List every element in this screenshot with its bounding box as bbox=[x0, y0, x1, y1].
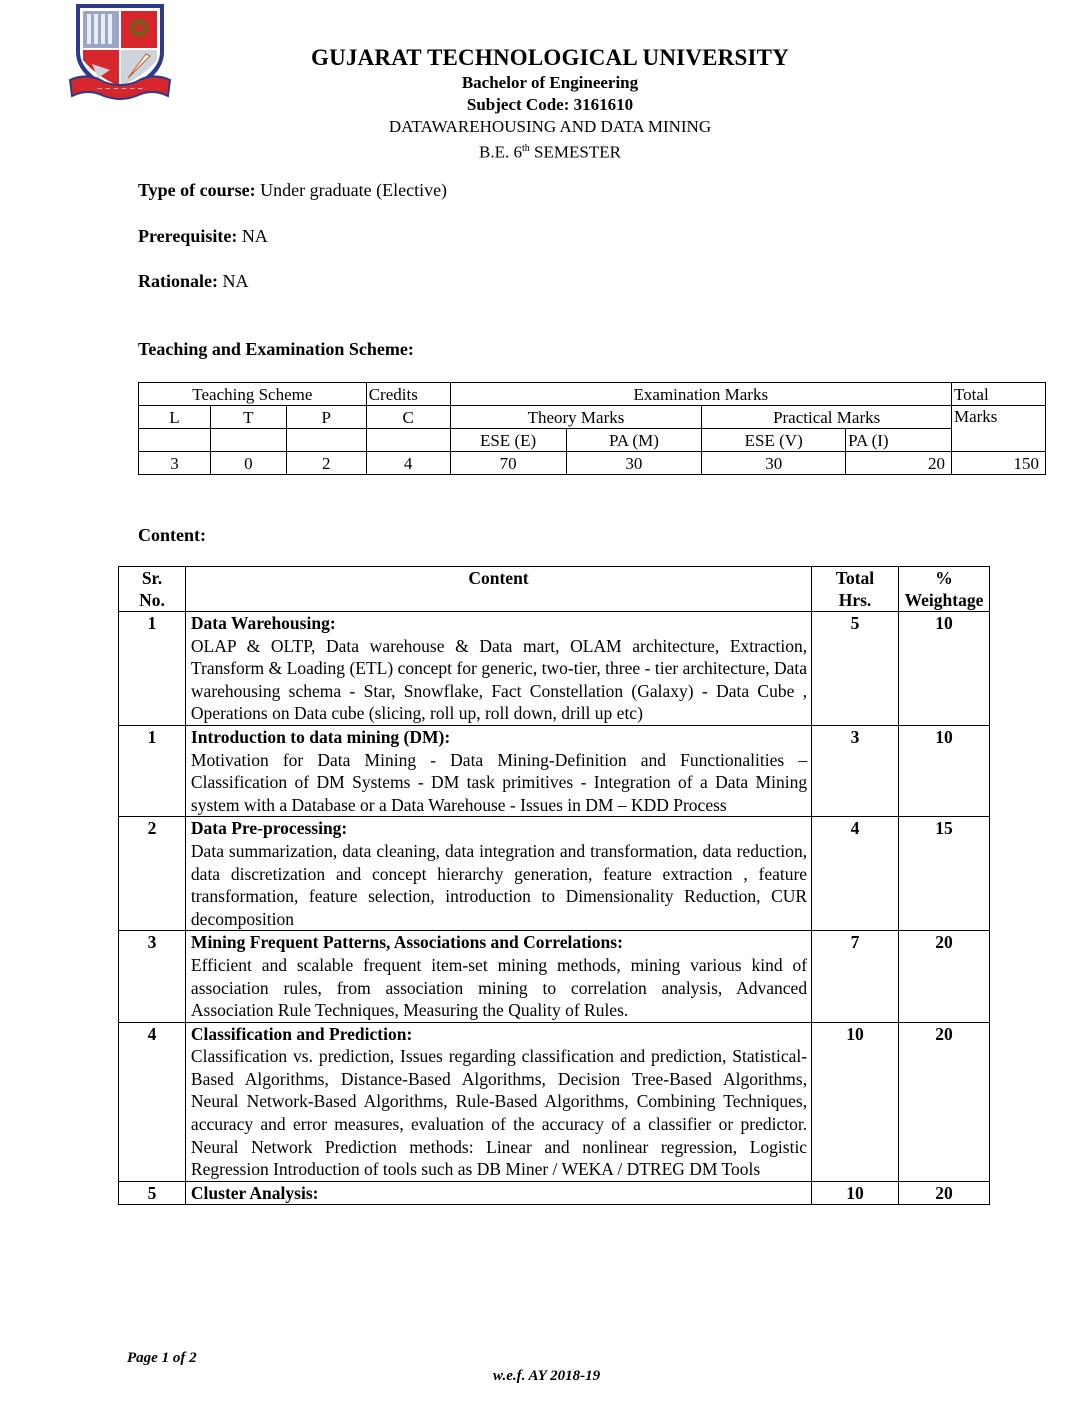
university-name: GUJARAT TECHNOLOGICAL UNIVERSITY bbox=[310, 45, 789, 70]
t-header: T bbox=[210, 406, 286, 429]
empty-cell bbox=[366, 429, 450, 452]
theory-marks-header: Theory Marks bbox=[450, 406, 702, 429]
weightage-header: % Weightage bbox=[898, 567, 989, 612]
c-value: 4 bbox=[366, 452, 450, 475]
empty-cell bbox=[286, 429, 366, 452]
page-number: Page 1 of 2 bbox=[127, 1350, 197, 1366]
pa-m-header: PA (M) bbox=[566, 429, 702, 452]
ese-e-value: 70 bbox=[450, 452, 566, 475]
total-value: 150 bbox=[951, 452, 1045, 475]
teaching-exam-scheme-table bbox=[138, 382, 1046, 475]
empty-cell bbox=[210, 429, 286, 452]
ese-v-value: 30 bbox=[702, 452, 846, 475]
c-header: C bbox=[366, 406, 450, 429]
pa-i-value: 20 bbox=[846, 452, 952, 475]
l-value: 3 bbox=[139, 452, 211, 475]
t-value: 0 bbox=[210, 452, 286, 475]
empty-cell bbox=[139, 429, 211, 452]
p-value: 2 bbox=[286, 452, 366, 475]
sr-no-header: Sr. No. bbox=[119, 567, 186, 612]
type-of-course: Type of course: Under graduate (Elective) bbox=[138, 180, 448, 200]
scheme-heading: Teaching and Examination Scheme: bbox=[138, 339, 414, 359]
content-table bbox=[118, 566, 990, 1205]
semester: B.E. 6th SEMESTER bbox=[479, 142, 621, 162]
prerequisite: Prerequisite: NA bbox=[138, 226, 268, 246]
table-row: 3 Mining Frequent Patterns, Associations and Correlations: Efficient and scalable frequent item-set mining methods, mining various kind of association rules, from association mining to correlation analysis, Advanced Association Rule Techniques, Measuring the Quality of Rules. 7 20 bbox=[119, 931, 990, 1022]
table-row: 1 Introduction to data mining (DM): Motivation for Data Mining - Data Mining-Definition and Functionalities – Classification of DM Systems - DM task primitives - Integration of a Data Mining system with a Database or a Data Warehouse - Issues in DM – KDD Process 3 10 bbox=[119, 725, 990, 816]
pa-i-header: PA (I) bbox=[846, 429, 952, 452]
total-hrs-header: Total Hrs. bbox=[812, 567, 899, 612]
table-row: 1 Data Warehousing: OLAP & OLTP, Data warehouse & Data mart, OLAM architecture, Extraction, Transform & Loading (ETL) concept for generic, two-tier, three - tier architecture, Data warehousing schema - Star, Snowflake, Fact Constellation (Galaxy) - Data Cube , Operations on Data cube (slicing, roll up, roll down, drill up etc) 5 10 bbox=[119, 612, 990, 726]
subject-name: DATAWAREHOUSING AND DATA MINING bbox=[388, 117, 712, 136]
content-heading: Content: bbox=[138, 525, 206, 545]
subject-code: Subject Code: 3161610 bbox=[466, 95, 634, 114]
content-header: Content bbox=[185, 567, 811, 612]
pa-m-value: 30 bbox=[566, 452, 702, 475]
exam-marks-header: Examination Marks bbox=[450, 383, 951, 406]
table-row: 2 Data Pre-processing: Data summarization, data cleaning, data integration and transformation, data reduction, data discretization and concept hierarchy generation, feature extraction , feature transformation, feature selection, introduction to Dimensionality Reduction, CUR decomposition 4 15 bbox=[119, 817, 990, 931]
effective-year: w.e.f. AY 2018-19 bbox=[493, 1368, 601, 1384]
table-row: 4 Classification and Prediction: Classification vs. prediction, Issues regarding classification and prediction, Statistical-Based Algorithms, Distance-Based Algorithms, Decision Tree-Based Algorithms, Neural Network-Based Algorithms, Rule-Based Algorithms, Combining Techniques, accuracy and error measures, evaluation of the accuracy of a classifier or predictor. Neural Network Prediction methods: Linear and nonlinear regression, Logistic Regression Introduction of tools such as DB Miner / WEKA / DTREG DM Tools 10 20 bbox=[119, 1022, 990, 1181]
rationale: Rationale: NA bbox=[138, 271, 249, 291]
total-marks-header: Total bbox=[951, 383, 1045, 406]
ese-v-header: ESE (V) bbox=[702, 429, 846, 452]
svg-text:~ ~ ~ ~ ~ ~: ~ ~ ~ ~ ~ ~ bbox=[96, 85, 144, 93]
ese-e-header: ESE (E) bbox=[450, 429, 566, 452]
p-header: P bbox=[286, 406, 366, 429]
program-name: Bachelor of Engineering bbox=[461, 73, 639, 92]
university-logo-icon bbox=[68, 0, 172, 106]
practical-marks-header: Practical Marks bbox=[702, 406, 952, 429]
total-marks-header-2: Marks bbox=[951, 406, 1045, 452]
table-row: 5 Cluster Analysis: 10 20 bbox=[119, 1181, 990, 1205]
credits-header: Credits bbox=[366, 383, 450, 406]
l-header: L bbox=[139, 406, 211, 429]
teaching-scheme-header: Teaching Scheme bbox=[139, 383, 367, 406]
document-header bbox=[230, 44, 870, 164]
